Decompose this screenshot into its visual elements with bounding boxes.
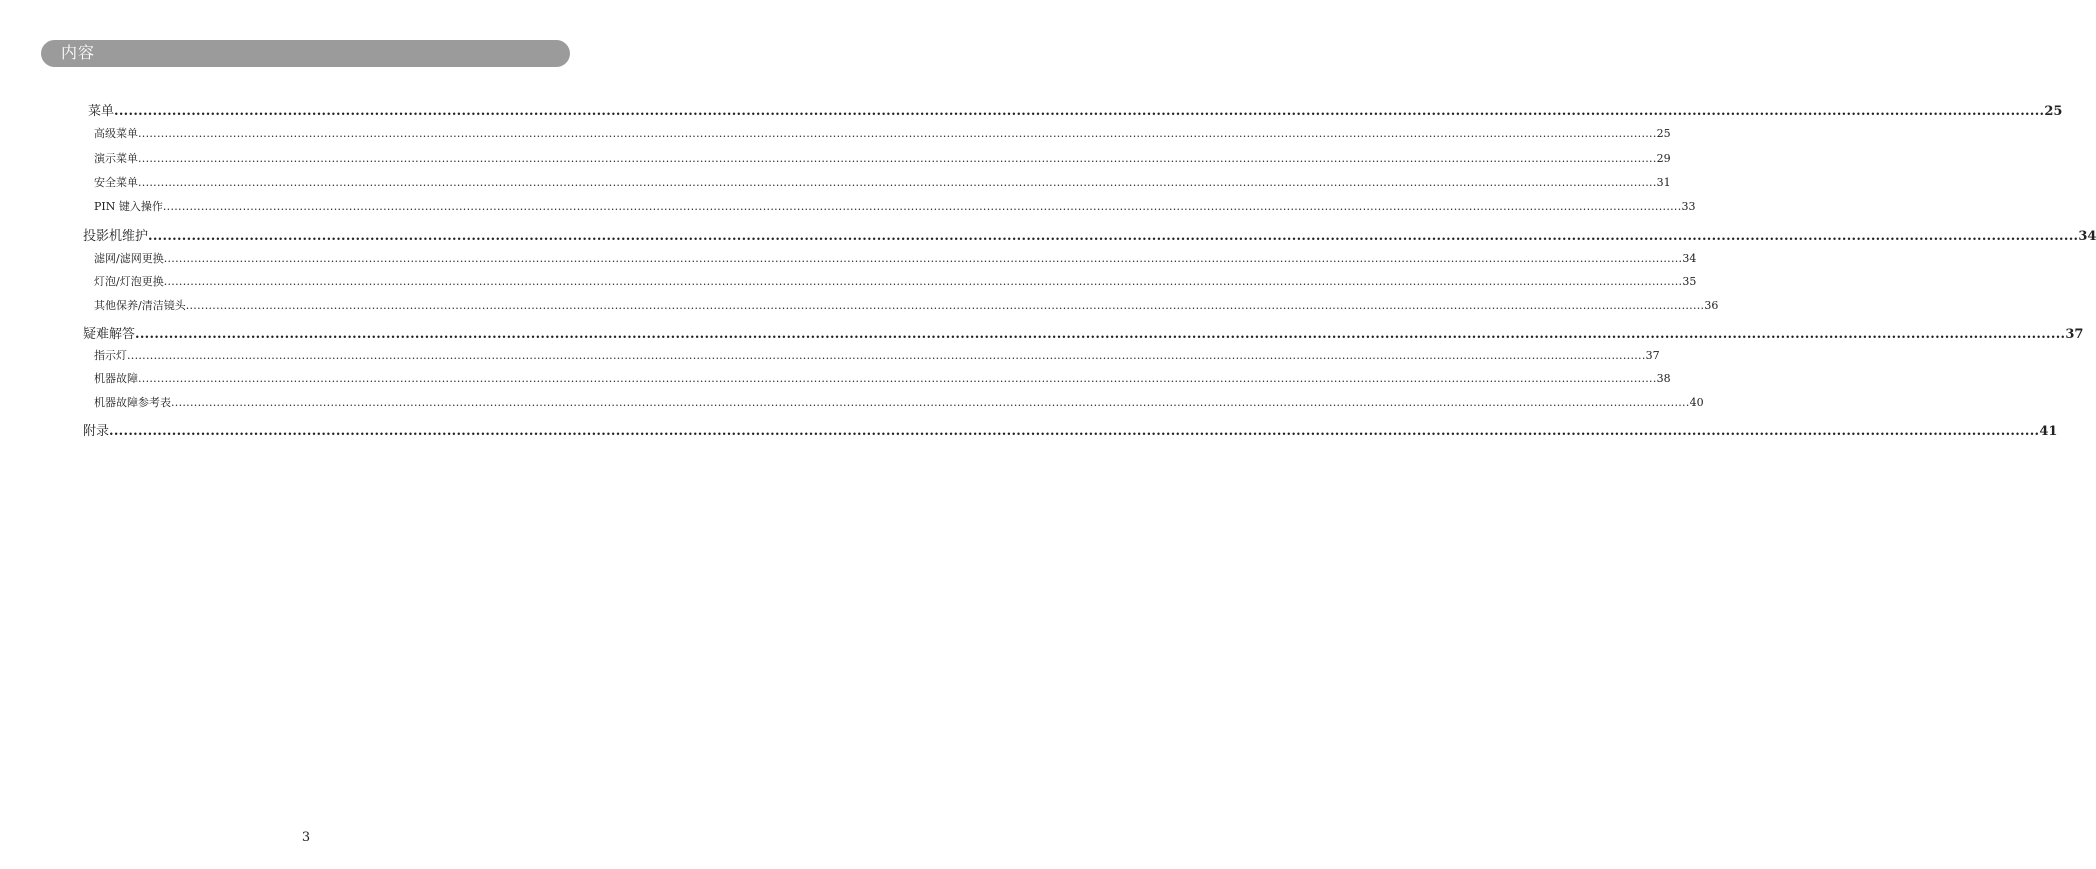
toc-entry-page: 41 <box>2039 424 2058 439</box>
toc-entry-label: 投影机维护 <box>83 229 149 244</box>
toc-entry-label: 安全菜单 <box>94 176 138 189</box>
dot-leader: ................................................................................................................................................................................................................................................................................................................................................................................................................ <box>138 372 1657 385</box>
toc-entry-page: 33 <box>1681 200 1696 213</box>
toc-entry[interactable] <box>94 370 1671 386</box>
toc-entry-page: 31 <box>1656 176 1671 189</box>
toc-entry-page: 34 <box>2078 229 2096 244</box>
toc-entry[interactable] <box>94 150 1671 166</box>
toc-entry-page: 38 <box>1656 372 1671 385</box>
dot-leader: ................................................................................................................................................................................................................................................................................................................................................................................................................ <box>163 252 1683 265</box>
toc-entry-label: 演示菜单 <box>94 152 138 165</box>
dot-leader: ................................................................................................................................................................................................................................................................................................................................................................................................................ <box>114 104 2045 119</box>
toc-entry-label: 滤网/滤网更换 <box>94 252 164 265</box>
dot-leader: ................................................................................................................................................................................................................................................................................................................................................................................................................ <box>138 176 1657 189</box>
toc-entry-page: 34 <box>1682 252 1697 265</box>
dot-leader: ................................................................................................................................................................................................................................................................................................................................................................................................................ <box>148 229 2079 244</box>
toc-entry-label: 机器故障参考表 <box>94 396 171 409</box>
toc-entry-label: PIN 键入操作 <box>94 200 163 213</box>
toc-entry-label: 菜单 <box>88 104 115 119</box>
toc-entry-page: 35 <box>1682 275 1697 288</box>
dot-leader: ................................................................................................................................................................................................................................................................................................................................................................................................................ <box>185 299 1705 312</box>
toc-entry-label: 附录 <box>83 424 110 439</box>
toc-entry[interactable] <box>94 250 1697 266</box>
dot-leader: ................................................................................................................................................................................................................................................................................................................................................................................................................ <box>109 424 2040 439</box>
dot-leader: ................................................................................................................................................................................................................................................................................................................................................................................................................ <box>138 152 1657 165</box>
toc-entry-page: 36 <box>1704 299 1719 312</box>
dot-leader: ................................................................................................................................................................................................................................................................................................................................................................................................................ <box>171 396 1690 409</box>
dot-leader: ................................................................................................................................................................................................................................................................................................................................................................................................................ <box>135 327 2066 342</box>
toc-entry-page: 29 <box>1656 152 1671 165</box>
toc-entry-label: 灯泡/灯泡更换 <box>94 275 164 288</box>
toc-entry[interactable] <box>83 323 2084 342</box>
toc-entry-label: 其他保养/清洁镜头 <box>94 299 186 312</box>
page-number: 3 <box>301 830 311 845</box>
toc-entry[interactable] <box>94 174 1671 190</box>
toc-entry-page: 25 <box>1656 127 1671 140</box>
toc-entry-label: 高级菜单 <box>94 127 138 140</box>
toc-entry[interactable] <box>94 347 1660 363</box>
toc-entry[interactable] <box>94 125 1671 141</box>
toc-entry-page: 25 <box>2044 104 2063 119</box>
toc-entry[interactable] <box>94 198 1696 214</box>
page-title: 内容 <box>61 43 96 62</box>
toc-entry-label: 机器故障 <box>94 372 138 385</box>
dot-leader: ................................................................................................................................................................................................................................................................................................................................................................................................................ <box>127 349 1646 362</box>
toc-entry[interactable] <box>83 420 2058 439</box>
toc-entry[interactable] <box>83 225 2096 244</box>
toc-entry-label: 疑难解答 <box>83 327 136 342</box>
toc-entry[interactable] <box>94 273 1697 289</box>
toc-entry-page: 37 <box>1645 349 1660 362</box>
toc-entry-page: 37 <box>2065 327 2084 342</box>
toc-entry[interactable] <box>94 394 1704 410</box>
dot-leader: ................................................................................................................................................................................................................................................................................................................................................................................................................ <box>163 275 1683 288</box>
toc-entry-page: 40 <box>1689 396 1704 409</box>
toc-entry[interactable] <box>88 100 2063 119</box>
dot-leader: ................................................................................................................................................................................................................................................................................................................................................................................................................ <box>162 200 1682 213</box>
toc-entry-label: 指示灯 <box>94 349 127 362</box>
dot-leader: ................................................................................................................................................................................................................................................................................................................................................................................................................ <box>138 127 1657 140</box>
toc-entry[interactable] <box>94 297 1719 313</box>
